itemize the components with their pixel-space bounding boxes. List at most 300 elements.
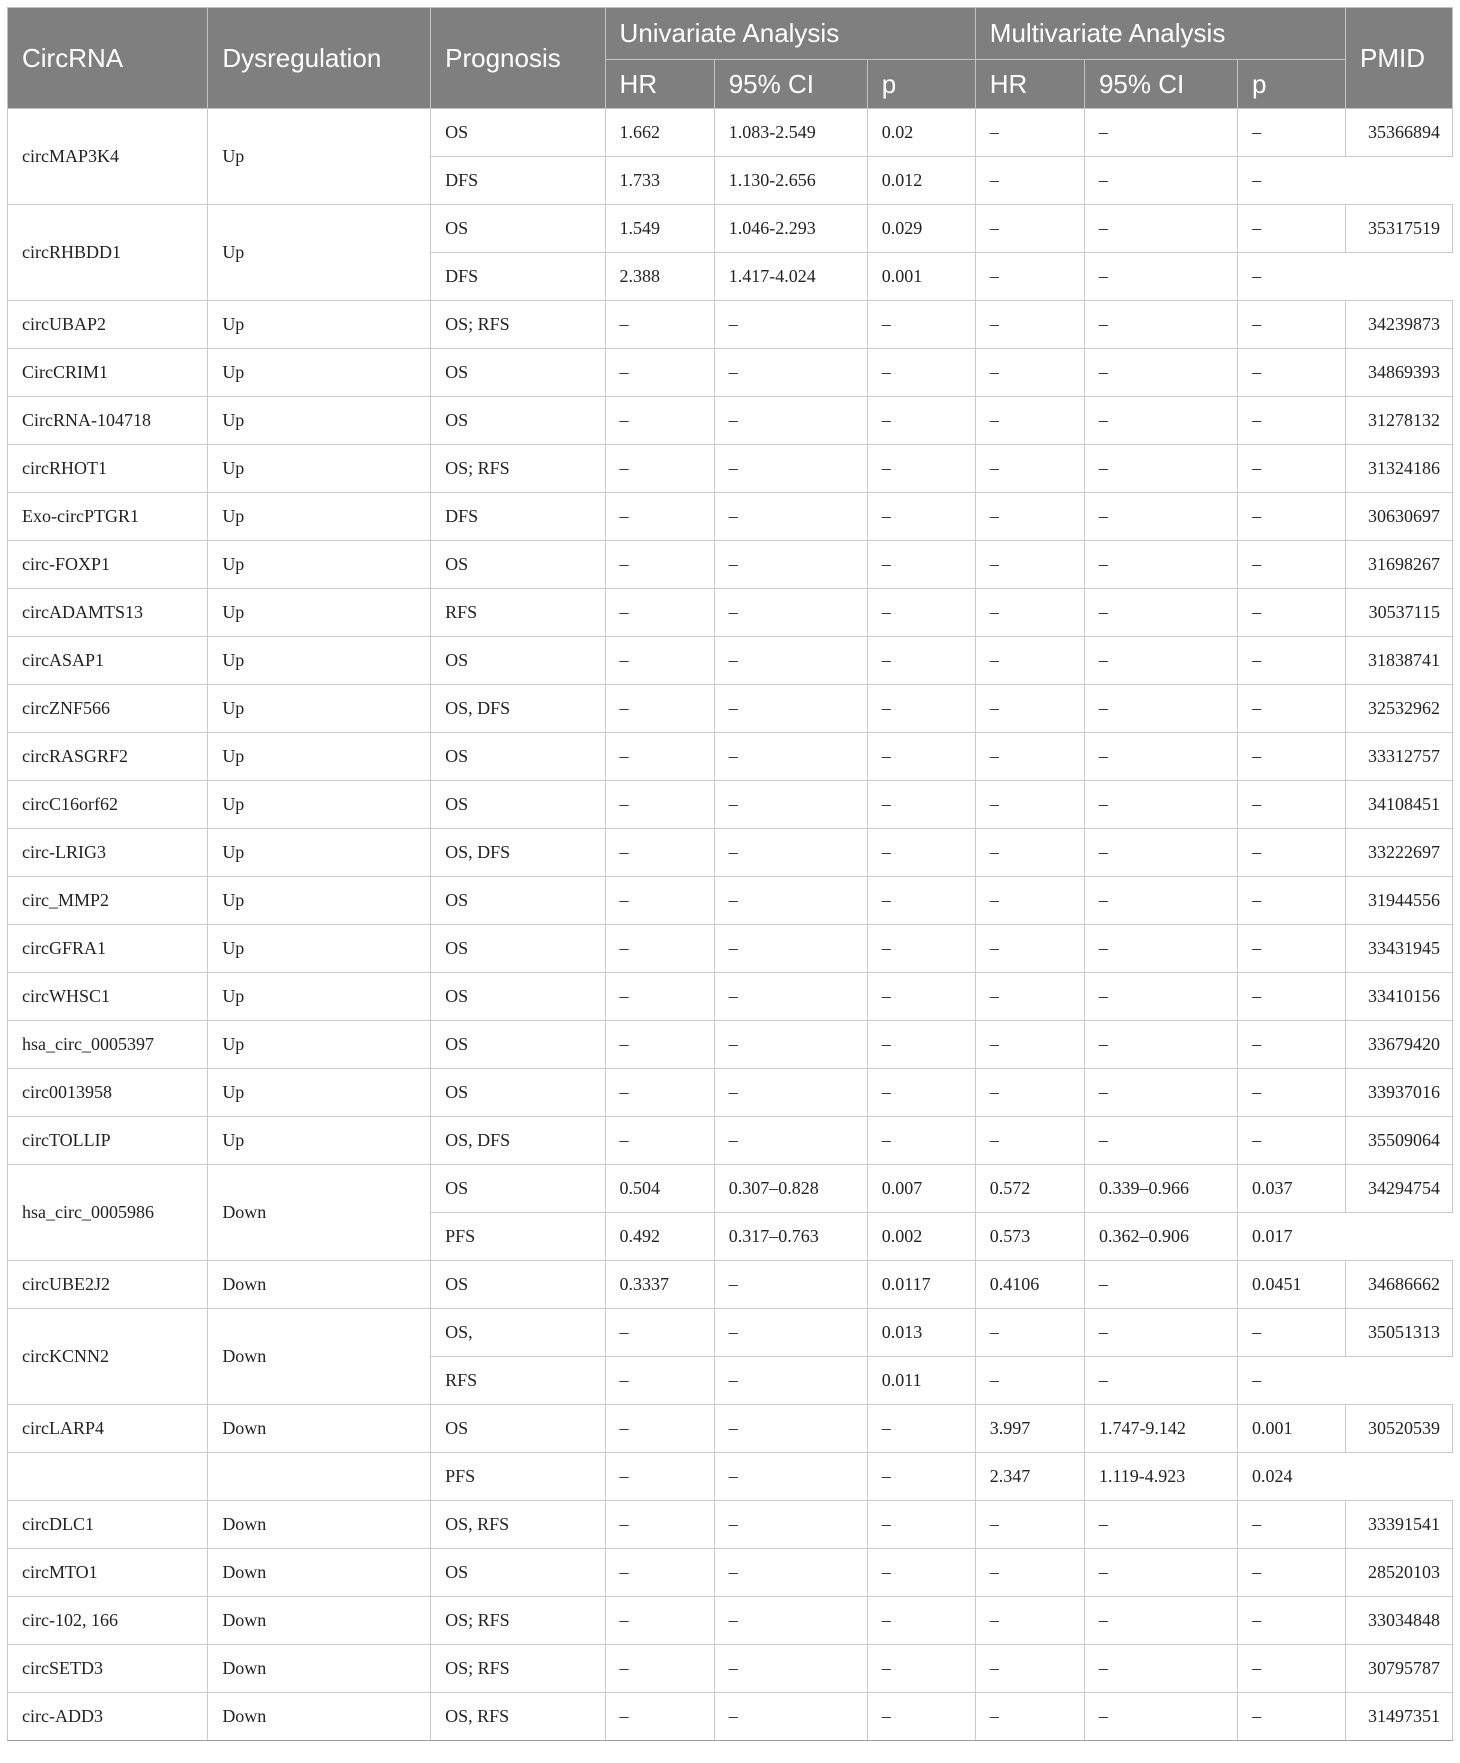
- uni-ci-cell: 1.130-2.656: [714, 157, 867, 205]
- dysregulation-cell: Down: [208, 1597, 431, 1645]
- circrna-name-cell: circGFRA1: [8, 925, 208, 973]
- uni-p-cell: –: [867, 733, 975, 781]
- multi-hr-cell: –: [975, 205, 1084, 253]
- uni-p-cell: 0.007: [867, 1165, 975, 1213]
- multi-p-cell: –: [1237, 349, 1345, 397]
- multi-ci-cell: –: [1084, 733, 1237, 781]
- table-row: [8, 1597, 1453, 1645]
- circrna-name-cell: circSETD3: [8, 1645, 208, 1693]
- pmid-cell: 33937016: [1346, 1069, 1453, 1117]
- uni-p-cell: –: [867, 1405, 975, 1453]
- pmid-cell: 33222697: [1346, 829, 1453, 877]
- table-row: [8, 973, 1453, 1021]
- multi-p-cell: –: [1237, 493, 1345, 541]
- uni-hr-cell: –: [605, 1453, 714, 1501]
- prognosis-cell: OS; RFS: [431, 301, 605, 349]
- circrna-name-cell: circRHBDD1: [8, 205, 208, 301]
- multi-p-cell: –: [1237, 829, 1345, 877]
- uni-ci-cell: 0.307–0.828: [714, 1165, 867, 1213]
- table-body: [8, 109, 1453, 1741]
- multi-hr-cell: –: [975, 925, 1084, 973]
- table-row: [8, 829, 1453, 877]
- circrna-name-cell: circWHSC1: [8, 973, 208, 1021]
- multi-ci-cell: –: [1084, 253, 1237, 301]
- dysregulation-cell: Down: [208, 1501, 431, 1549]
- prognosis-cell: OS: [431, 541, 605, 589]
- multi-ci-cell: –: [1084, 205, 1237, 253]
- uni-p-cell: –: [867, 1645, 975, 1693]
- multi-ci-cell: –: [1084, 877, 1237, 925]
- uni-p-cell: 0.02: [867, 109, 975, 157]
- pmid-cell: 35317519: [1346, 205, 1453, 253]
- dysregulation-cell: Up: [208, 493, 431, 541]
- circrna-name-cell: circC16orf62: [8, 781, 208, 829]
- uni-ci-cell: –: [714, 1357, 867, 1405]
- pmid-cell: 35366894: [1346, 109, 1453, 157]
- multi-p-cell: –: [1237, 1309, 1345, 1357]
- pmid-cell: 33431945: [1346, 925, 1453, 973]
- circrna-name-cell: circKCNN2: [8, 1309, 208, 1405]
- multi-p-cell: –: [1237, 1069, 1345, 1117]
- uni-p-cell: 0.001: [867, 253, 975, 301]
- uni-ci-cell: –: [714, 637, 867, 685]
- uni-ci-cell: –: [714, 781, 867, 829]
- dysregulation-cell: Up: [208, 1117, 431, 1165]
- multi-p-cell: –: [1237, 1597, 1345, 1645]
- uni-p-cell: –: [867, 589, 975, 637]
- circrna-name-cell: circ-LRIG3: [8, 829, 208, 877]
- dysregulation-cell: Up: [208, 925, 431, 973]
- uni-ci-cell: –: [714, 1453, 867, 1501]
- circrna-name-cell: circRHOT1: [8, 445, 208, 493]
- uni-ci-cell: –: [714, 1549, 867, 1597]
- header-dysregulation: Dysregulation: [208, 8, 431, 109]
- uni-hr-cell: –: [605, 925, 714, 973]
- circrna-name-cell: circDLC1: [8, 1501, 208, 1549]
- multi-hr-cell: –: [975, 541, 1084, 589]
- multi-ci-cell: –: [1084, 973, 1237, 1021]
- uni-hr-cell: –: [605, 1117, 714, 1165]
- dysregulation-cell: [208, 1453, 431, 1501]
- circrna-name-cell: circTOLLIP: [8, 1117, 208, 1165]
- prognosis-cell: OS: [431, 781, 605, 829]
- multi-hr-cell: –: [975, 349, 1084, 397]
- multi-ci-cell: –: [1084, 1261, 1237, 1309]
- uni-ci-cell: –: [714, 445, 867, 493]
- multi-ci-cell: –: [1084, 925, 1237, 973]
- multi-hr-cell: –: [975, 1117, 1084, 1165]
- uni-hr-cell: –: [605, 301, 714, 349]
- uni-ci-cell: –: [714, 1597, 867, 1645]
- multi-ci-cell: –: [1084, 1549, 1237, 1597]
- uni-hr-cell: –: [605, 1021, 714, 1069]
- table-row: [8, 349, 1453, 397]
- multi-ci-cell: –: [1084, 493, 1237, 541]
- dysregulation-cell: Up: [208, 973, 431, 1021]
- uni-p-cell: 0.002: [867, 1213, 975, 1261]
- multi-hr-cell: –: [975, 781, 1084, 829]
- table-row: [8, 1261, 1453, 1309]
- prognosis-cell: OS: [431, 973, 605, 1021]
- header-prognosis: Prognosis: [431, 8, 605, 109]
- header-univariate: Univariate Analysis: [605, 8, 975, 60]
- circrna-name-cell: [8, 1453, 208, 1501]
- uni-ci-cell: –: [714, 397, 867, 445]
- prognosis-cell: OS: [431, 1261, 605, 1309]
- multi-hr-cell: –: [975, 1501, 1084, 1549]
- multi-p-cell: –: [1237, 1117, 1345, 1165]
- uni-hr-cell: –: [605, 1597, 714, 1645]
- circrna-name-cell: circ_MMP2: [8, 877, 208, 925]
- uni-ci-cell: –: [714, 925, 867, 973]
- multi-hr-cell: –: [975, 1549, 1084, 1597]
- dysregulation-cell: Up: [208, 109, 431, 205]
- table-row: [8, 1405, 1453, 1453]
- multi-hr-cell: –: [975, 1357, 1084, 1405]
- uni-hr-cell: –: [605, 637, 714, 685]
- dysregulation-cell: Up: [208, 541, 431, 589]
- multi-ci-cell: –: [1084, 829, 1237, 877]
- multi-hr-cell: –: [975, 973, 1084, 1021]
- circrna-name-cell: circ-102, 166: [8, 1597, 208, 1645]
- uni-hr-cell: –: [605, 829, 714, 877]
- multi-hr-cell: –: [975, 1021, 1084, 1069]
- pmid-cell: 33410156: [1346, 973, 1453, 1021]
- uni-hr-cell: 0.492: [605, 1213, 714, 1261]
- multi-p-cell: 0.037: [1237, 1165, 1345, 1213]
- dysregulation-cell: Up: [208, 685, 431, 733]
- prognosis-cell: RFS: [431, 1357, 605, 1405]
- uni-hr-cell: –: [605, 445, 714, 493]
- pmid-cell: 34686662: [1346, 1261, 1453, 1309]
- multi-ci-cell: –: [1084, 637, 1237, 685]
- table-row: [8, 109, 1453, 157]
- pmid-cell: 30537115: [1346, 589, 1453, 637]
- table-row: [8, 685, 1453, 733]
- multi-ci-cell: –: [1084, 157, 1237, 205]
- table-row: [8, 1453, 1453, 1501]
- uni-hr-cell: 1.733: [605, 157, 714, 205]
- multi-p-cell: –: [1237, 1693, 1345, 1741]
- pmid-cell: 31324186: [1346, 445, 1453, 493]
- multi-hr-cell: 0.573: [975, 1213, 1084, 1261]
- dysregulation-cell: Up: [208, 637, 431, 685]
- multi-hr-cell: 2.347: [975, 1453, 1084, 1501]
- pmid-cell: 34239873: [1346, 301, 1453, 349]
- multi-p-cell: –: [1237, 1645, 1345, 1693]
- prognosis-cell: OS: [431, 637, 605, 685]
- uni-ci-cell: –: [714, 685, 867, 733]
- multi-hr-cell: –: [975, 733, 1084, 781]
- dysregulation-cell: Down: [208, 1309, 431, 1405]
- circrna-name-cell: circ-FOXP1: [8, 541, 208, 589]
- table-row: [8, 1501, 1453, 1549]
- uni-ci-cell: –: [714, 973, 867, 1021]
- pmid-cell: 33391541: [1346, 1501, 1453, 1549]
- multi-ci-cell: 0.339–0.966: [1084, 1165, 1237, 1213]
- circrna-name-cell: CircRNA-104718: [8, 397, 208, 445]
- table-row: [8, 205, 1453, 253]
- uni-p-cell: –: [867, 829, 975, 877]
- multi-ci-cell: –: [1084, 1693, 1237, 1741]
- pmid-cell: 34294754: [1346, 1165, 1453, 1213]
- table-row: [8, 1549, 1453, 1597]
- prognosis-cell: PFS: [431, 1213, 605, 1261]
- pmid-cell: 34108451: [1346, 781, 1453, 829]
- dysregulation-cell: Up: [208, 1069, 431, 1117]
- uni-p-cell: –: [867, 1117, 975, 1165]
- multi-p-cell: –: [1237, 685, 1345, 733]
- prognosis-cell: PFS: [431, 1453, 605, 1501]
- header-multi-hr: HR: [975, 60, 1084, 109]
- pmid-cell: 34869393: [1346, 349, 1453, 397]
- multi-ci-cell: –: [1084, 1117, 1237, 1165]
- multi-p-cell: 0.024: [1237, 1453, 1452, 1501]
- uni-p-cell: 0.029: [867, 205, 975, 253]
- pmid-cell: 32532962: [1346, 685, 1453, 733]
- uni-hr-cell: 0.504: [605, 1165, 714, 1213]
- prognosis-cell: OS,: [431, 1309, 605, 1357]
- uni-hr-cell: –: [605, 493, 714, 541]
- uni-ci-cell: –: [714, 1501, 867, 1549]
- multi-p-cell: –: [1237, 253, 1452, 301]
- uni-p-cell: –: [867, 1693, 975, 1741]
- multi-ci-cell: 1.747-9.142: [1084, 1405, 1237, 1453]
- uni-ci-cell: –: [714, 1645, 867, 1693]
- dysregulation-cell: Up: [208, 301, 431, 349]
- multi-p-cell: –: [1237, 445, 1345, 493]
- prognosis-cell: DFS: [431, 157, 605, 205]
- uni-p-cell: –: [867, 397, 975, 445]
- multi-ci-cell: –: [1084, 1309, 1237, 1357]
- uni-ci-cell: –: [714, 1069, 867, 1117]
- multi-p-cell: –: [1237, 733, 1345, 781]
- dysregulation-cell: Up: [208, 445, 431, 493]
- uni-hr-cell: –: [605, 1357, 714, 1405]
- header-multi-p: p: [1237, 60, 1345, 109]
- prognosis-cell: OS, DFS: [431, 1117, 605, 1165]
- dysregulation-cell: Down: [208, 1405, 431, 1453]
- table-row: [8, 493, 1453, 541]
- table-row: [8, 877, 1453, 925]
- multi-ci-cell: 1.119-4.923: [1084, 1453, 1237, 1501]
- header-uni-ci: 95% CI: [714, 60, 867, 109]
- dysregulation-cell: Down: [208, 1549, 431, 1597]
- prognosis-cell: OS: [431, 733, 605, 781]
- multi-ci-cell: –: [1084, 1357, 1237, 1405]
- uni-p-cell: –: [867, 1501, 975, 1549]
- uni-p-cell: –: [867, 445, 975, 493]
- multi-p-cell: –: [1237, 1549, 1345, 1597]
- uni-p-cell: –: [867, 781, 975, 829]
- multi-p-cell: –: [1237, 541, 1345, 589]
- prognosis-cell: OS: [431, 877, 605, 925]
- table-row: [8, 1165, 1453, 1213]
- uni-hr-cell: –: [605, 1645, 714, 1693]
- uni-ci-cell: –: [714, 301, 867, 349]
- dysregulation-cell: Down: [208, 1693, 431, 1741]
- multi-p-cell: –: [1237, 973, 1345, 1021]
- circrna-name-cell: circMAP3K4: [8, 109, 208, 205]
- uni-p-cell: 0.013: [867, 1309, 975, 1357]
- uni-p-cell: –: [867, 1549, 975, 1597]
- uni-hr-cell: –: [605, 1501, 714, 1549]
- table-row: [8, 637, 1453, 685]
- circrna-name-cell: circZNF566: [8, 685, 208, 733]
- circrna-name-cell: Exo-circPTGR1: [8, 493, 208, 541]
- multi-ci-cell: 0.362–0.906: [1084, 1213, 1237, 1261]
- uni-ci-cell: –: [714, 1405, 867, 1453]
- pmid-cell: 31838741: [1346, 637, 1453, 685]
- multi-hr-cell: 0.572: [975, 1165, 1084, 1213]
- circrna-name-cell: circ-ADD3: [8, 1693, 208, 1741]
- table-row: [8, 1117, 1453, 1165]
- multi-p-cell: –: [1237, 781, 1345, 829]
- multi-p-cell: –: [1237, 589, 1345, 637]
- uni-p-cell: –: [867, 1021, 975, 1069]
- multi-ci-cell: –: [1084, 445, 1237, 493]
- uni-hr-cell: –: [605, 973, 714, 1021]
- uni-hr-cell: –: [605, 1069, 714, 1117]
- uni-ci-cell: –: [714, 1261, 867, 1309]
- header-multivariate: Multivariate Analysis: [975, 8, 1345, 60]
- circrna-name-cell: circRASGRF2: [8, 733, 208, 781]
- pmid-cell: 35051313: [1346, 1309, 1453, 1357]
- dysregulation-cell: Up: [208, 877, 431, 925]
- dysregulation-cell: Up: [208, 589, 431, 637]
- dysregulation-cell: Up: [208, 733, 431, 781]
- prognosis-cell: OS: [431, 1405, 605, 1453]
- prognosis-cell: OS, RFS: [431, 1501, 605, 1549]
- pmid-cell: 33679420: [1346, 1021, 1453, 1069]
- prognosis-cell: OS: [431, 1165, 605, 1213]
- multi-p-cell: –: [1237, 1501, 1345, 1549]
- circrna-name-cell: circUBE2J2: [8, 1261, 208, 1309]
- uni-ci-cell: 1.417-4.024: [714, 253, 867, 301]
- prognosis-cell: OS, DFS: [431, 685, 605, 733]
- header-uni-p: p: [867, 60, 975, 109]
- uni-hr-cell: –: [605, 1309, 714, 1357]
- multi-ci-cell: –: [1084, 1645, 1237, 1693]
- circrna-name-cell: circMTO1: [8, 1549, 208, 1597]
- table-row: [8, 1645, 1453, 1693]
- uni-ci-cell: 0.317–0.763: [714, 1213, 867, 1261]
- multi-hr-cell: –: [975, 1069, 1084, 1117]
- multi-hr-cell: 0.4106: [975, 1261, 1084, 1309]
- dysregulation-cell: Up: [208, 781, 431, 829]
- uni-hr-cell: 1.549: [605, 205, 714, 253]
- table-row: [8, 1693, 1453, 1741]
- uni-p-cell: –: [867, 349, 975, 397]
- prognosis-cell: OS: [431, 1069, 605, 1117]
- uni-ci-cell: –: [714, 541, 867, 589]
- uni-hr-cell: –: [605, 541, 714, 589]
- uni-ci-cell: –: [714, 589, 867, 637]
- header-pmid: PMID: [1346, 8, 1453, 109]
- circrna-name-cell: circLARP4: [8, 1405, 208, 1453]
- multi-p-cell: –: [1237, 877, 1345, 925]
- circrna-name-cell: hsa_circ_0005397: [8, 1021, 208, 1069]
- multi-p-cell: –: [1237, 925, 1345, 973]
- uni-ci-cell: –: [714, 1117, 867, 1165]
- multi-hr-cell: –: [975, 1597, 1084, 1645]
- multi-p-cell: –: [1237, 637, 1345, 685]
- multi-p-cell: –: [1237, 1357, 1452, 1405]
- uni-p-cell: –: [867, 973, 975, 1021]
- multi-ci-cell: –: [1084, 1021, 1237, 1069]
- circrna-name-cell: circUBAP2: [8, 301, 208, 349]
- multi-ci-cell: –: [1084, 781, 1237, 829]
- pmid-cell: 31944556: [1346, 877, 1453, 925]
- prognosis-cell: OS; RFS: [431, 1645, 605, 1693]
- multi-p-cell: –: [1237, 205, 1345, 253]
- uni-p-cell: 0.011: [867, 1357, 975, 1405]
- prognosis-cell: OS; RFS: [431, 1597, 605, 1645]
- pmid-cell: 30630697: [1346, 493, 1453, 541]
- header-uni-hr: HR: [605, 60, 714, 109]
- pmid-cell: 28520103: [1346, 1549, 1453, 1597]
- uni-hr-cell: 0.3337: [605, 1261, 714, 1309]
- multi-hr-cell: –: [975, 637, 1084, 685]
- multi-p-cell: –: [1237, 1021, 1345, 1069]
- multi-hr-cell: 3.997: [975, 1405, 1084, 1453]
- uni-hr-cell: –: [605, 397, 714, 445]
- uni-p-cell: –: [867, 301, 975, 349]
- dysregulation-cell: Up: [208, 349, 431, 397]
- pmid-cell: 33312757: [1346, 733, 1453, 781]
- prognosis-cell: RFS: [431, 589, 605, 637]
- multi-ci-cell: –: [1084, 349, 1237, 397]
- prognosis-cell: OS, DFS: [431, 829, 605, 877]
- uni-p-cell: –: [867, 925, 975, 973]
- multi-p-cell: –: [1237, 157, 1452, 205]
- dysregulation-cell: Down: [208, 1645, 431, 1693]
- multi-ci-cell: –: [1084, 109, 1237, 157]
- multi-p-cell: 0.017: [1237, 1213, 1452, 1261]
- table-row: [8, 781, 1453, 829]
- prognosis-cell: OS: [431, 1021, 605, 1069]
- uni-ci-cell: 1.046-2.293: [714, 205, 867, 253]
- uni-ci-cell: –: [714, 1021, 867, 1069]
- pmid-cell: 31278132: [1346, 397, 1453, 445]
- table-row: [8, 733, 1453, 781]
- pmid-cell: 35509064: [1346, 1117, 1453, 1165]
- uni-p-cell: 0.0117: [867, 1261, 975, 1309]
- table-row: [8, 1021, 1453, 1069]
- prognosis-cell: OS: [431, 397, 605, 445]
- prognosis-cell: OS, RFS: [431, 1693, 605, 1741]
- multi-hr-cell: –: [975, 397, 1084, 445]
- multi-hr-cell: –: [975, 1309, 1084, 1357]
- multi-ci-cell: –: [1084, 541, 1237, 589]
- header-multi-ci: 95% CI: [1084, 60, 1237, 109]
- table-row: [8, 589, 1453, 637]
- uni-p-cell: –: [867, 685, 975, 733]
- multi-hr-cell: –: [975, 685, 1084, 733]
- multi-hr-cell: –: [975, 301, 1084, 349]
- uni-hr-cell: –: [605, 877, 714, 925]
- multi-p-cell: 0.001: [1237, 1405, 1345, 1453]
- multi-p-cell: –: [1237, 397, 1345, 445]
- multi-hr-cell: –: [975, 109, 1084, 157]
- dysregulation-cell: Up: [208, 205, 431, 301]
- prognosis-cell: OS: [431, 349, 605, 397]
- uni-ci-cell: –: [714, 733, 867, 781]
- uni-p-cell: –: [867, 1453, 975, 1501]
- header-circrna: CircRNA: [8, 8, 208, 109]
- multi-hr-cell: –: [975, 877, 1084, 925]
- pmid-cell: 33034848: [1346, 1597, 1453, 1645]
